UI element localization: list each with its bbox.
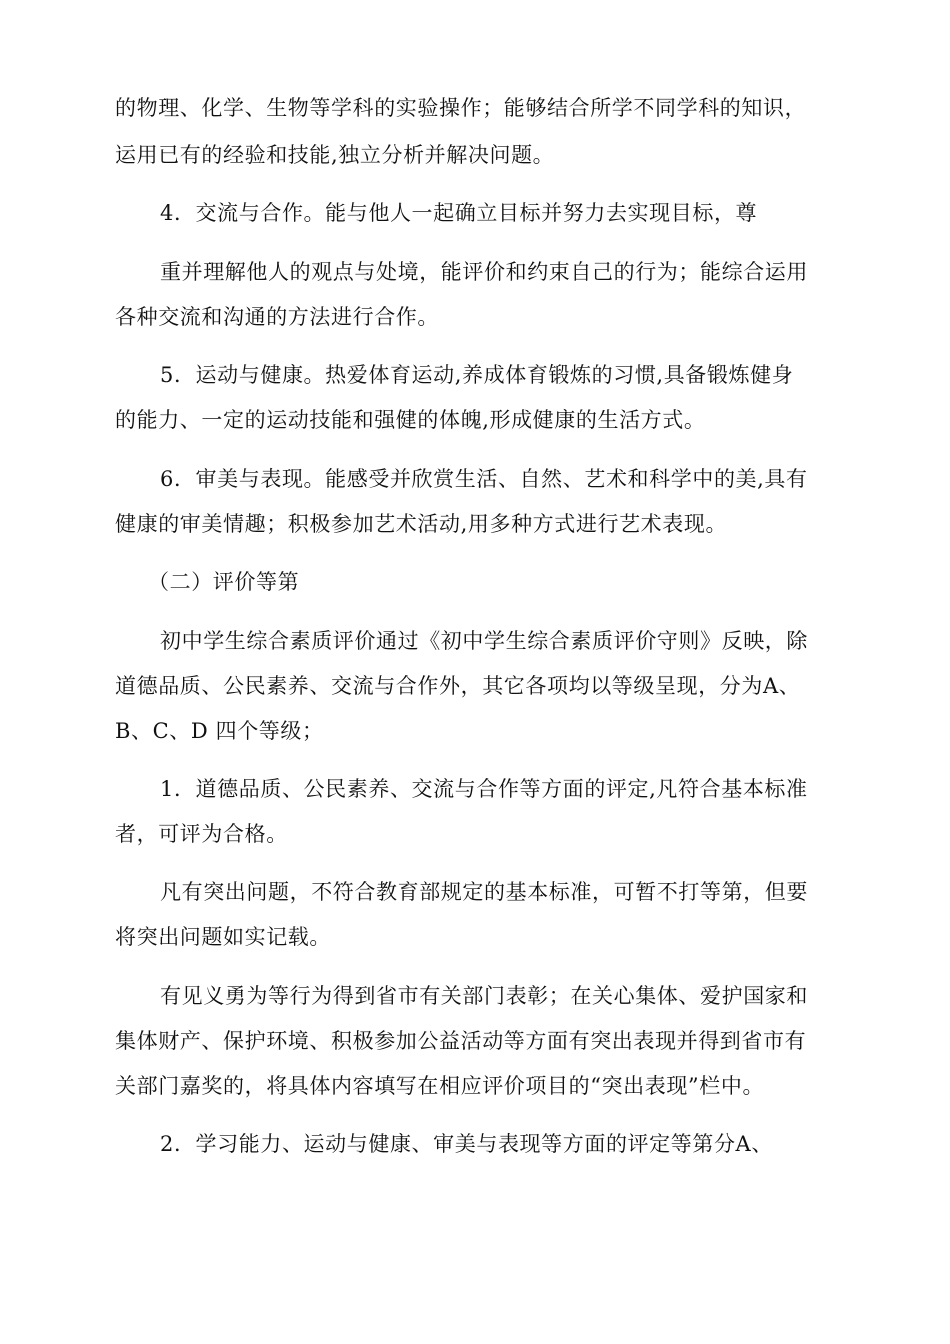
- text-line: 6．审美与表现。能感受并欣赏生活、自然、艺术和科学中的美,具有: [160, 467, 808, 491]
- text-line: 初中学生综合素质评价通过《初中学生综合素质评价守则》反映，除: [160, 629, 808, 653]
- text-line: 运用已有的经验和技能,独立分析并解决问题。: [115, 143, 555, 167]
- text-line: 将突出问题如实记载。: [115, 925, 331, 949]
- text-line: 2．学习能力、运动与健康、审美与表现等方面的评定等第分A、: [160, 1132, 773, 1156]
- text-line: 的能力、一定的运动技能和强健的体魄,形成健康的生活方式。: [115, 408, 706, 432]
- text-line: 健康的审美情趣；积极参加艺术活动,用多种方式进行艺术表现。: [115, 512, 728, 536]
- text-line: 集体财产、保护环境、积极参加公益活动等方面有突出表现并得到省市有: [115, 1029, 807, 1053]
- text-line: 的物理、化学、生物等学科的实验操作；能够结合所学不同学科的知识，: [115, 96, 807, 120]
- text-line: 5．运动与健康。热爱体育运动,养成体育锻炼的习惯,具备锻炼健身: [160, 363, 794, 387]
- text-line: 凡有突出问题，不符合教育部规定的基本标准，可暂不打等第，但要: [160, 880, 808, 904]
- text-line: 重并理解他人的观点与处境，能评价和约束自己的行为；能综合运用: [160, 260, 808, 284]
- text-line: 4．交流与合作。能与他人一起确立目标并努力去实现目标，尊: [160, 201, 758, 225]
- text-line: 各种交流和沟通的方法进行合作。: [115, 305, 439, 329]
- text-line: 道德品质、公民素养、交流与合作外，其它各项均以等级呈现，分为A、: [115, 674, 801, 698]
- text-line: 1．道德品质、公民素养、交流与合作等方面的评定,凡符合基本标准: [160, 777, 808, 801]
- text-line: 关部门嘉奖的，将具体内容填写在相应评价项目的“突出表现”栏中。: [115, 1074, 765, 1098]
- text-line: 有见义勇为等行为得到省市有关部门表彰；在关心集体、爱护国家和: [160, 984, 808, 1008]
- text-line: 者，可评为合格。: [115, 822, 288, 846]
- text-line: B、C、D 四个等级；: [115, 719, 324, 743]
- section-heading: （二）评价等第: [148, 570, 300, 594]
